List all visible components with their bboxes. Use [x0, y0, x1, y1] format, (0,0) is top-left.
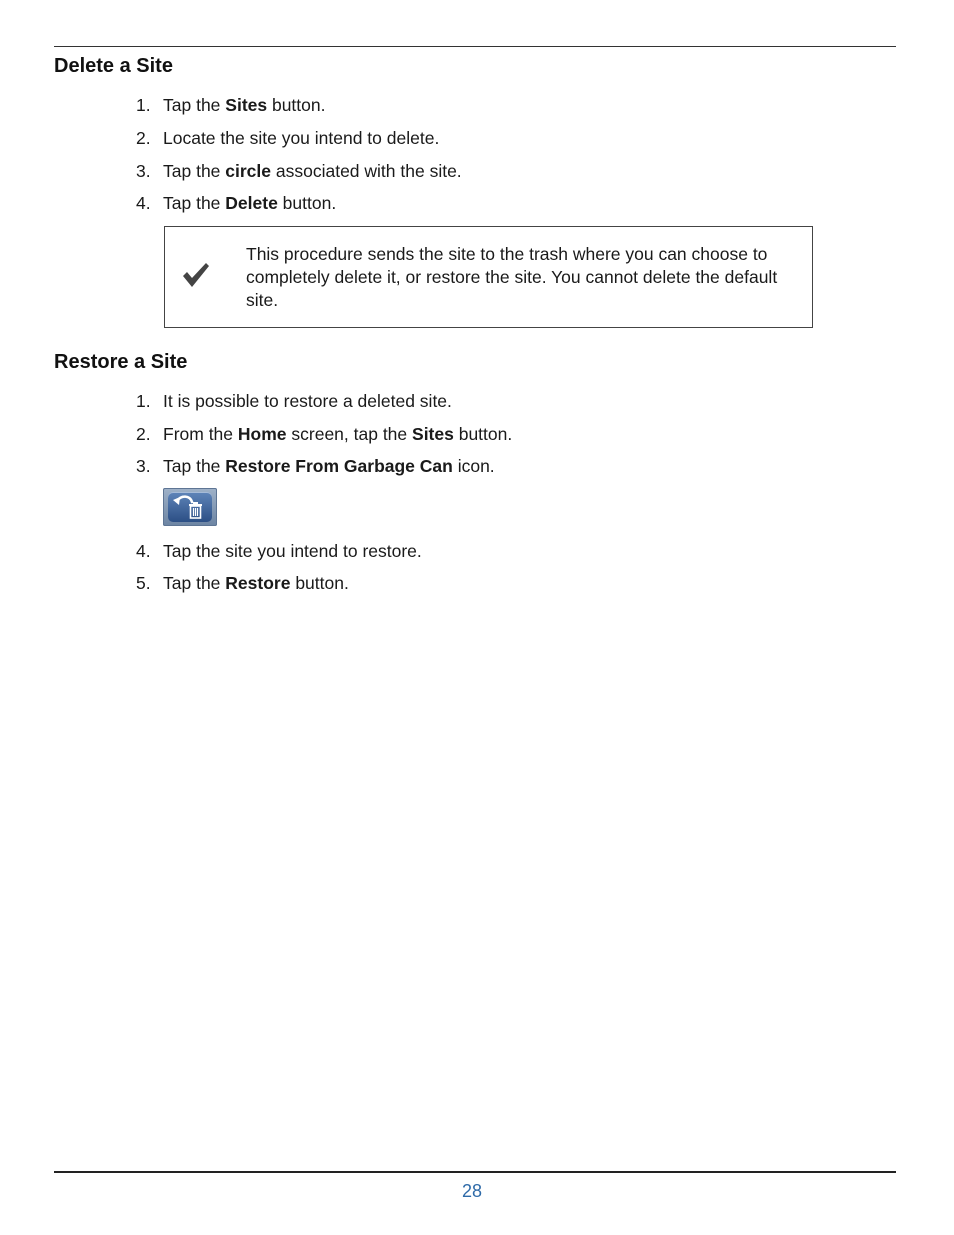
checkmark-icon — [181, 261, 211, 289]
restore-site-heading: Restore a Site — [54, 351, 188, 373]
restore-step-2: 2. From the Home screen, tap the Sites button. — [136, 424, 513, 444]
page-number: 28 — [461, 1181, 483, 1201]
delete-step-1: 1. Tap the Sites button. — [136, 95, 326, 115]
restore-step-4: 4. Tap the site you intend to restore. — [136, 541, 422, 561]
header-rule — [54, 46, 896, 47]
delete-step-4: 4. Tap the Delete button. — [136, 193, 337, 213]
restore-step-5: 5. Tap the Restore button. — [136, 573, 349, 593]
note-text: This procedure sends the site to the trash where you can choose to completely delete it, or restore the site. You cannot delete the default site. — [246, 244, 778, 310]
trash-restore-glyph-icon — [168, 492, 212, 522]
delete-step-3: 3. Tap the circle associated with the site. — [136, 161, 462, 181]
restore-step-3: 3. Tap the Restore From Garbage Can icon. — [136, 456, 495, 476]
delete-step-2: 2. Locate the site you intend to delete. — [136, 128, 440, 148]
delete-site-heading: Delete a Site — [54, 55, 173, 77]
footer-rule — [54, 1171, 896, 1173]
restore-from-garbage-can-icon — [163, 488, 217, 526]
restore-step-1: 1. It is possible to restore a deleted site. — [136, 391, 452, 411]
note-box — [164, 226, 813, 328]
